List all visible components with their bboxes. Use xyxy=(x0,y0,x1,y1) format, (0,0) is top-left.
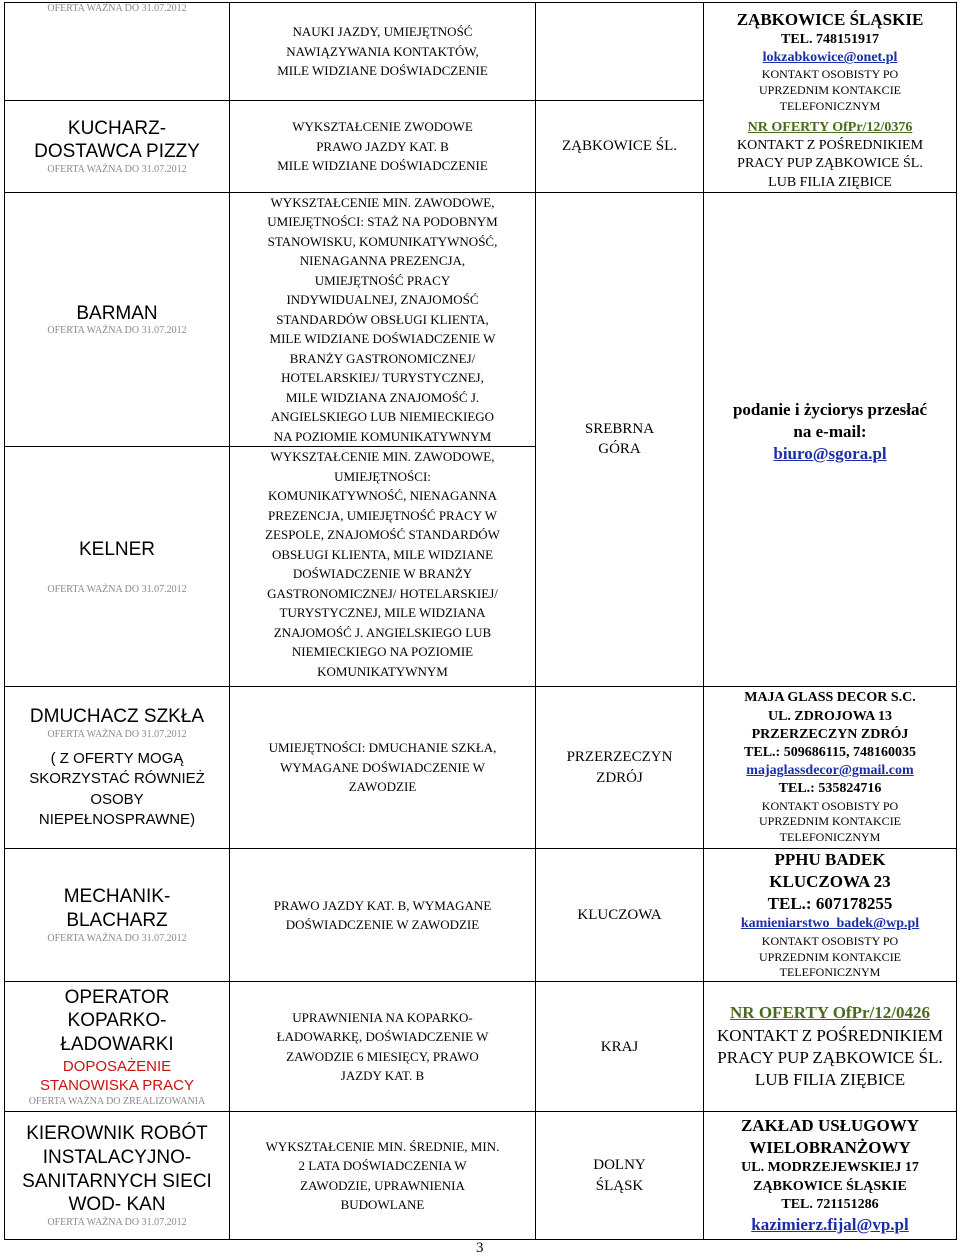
requirements-cell xyxy=(230,192,536,447)
requirement-line: NA POZIOMIE KOMUNIKATYWNYM xyxy=(273,428,492,444)
place-name: PRZERZECZYN xyxy=(566,749,673,766)
requirement-line: NIENAGANNA PREZENCJA, xyxy=(299,253,466,269)
requirement-line: ZAWODZIE 6 MIESIĘCY, PRAWO xyxy=(286,1048,479,1064)
place-name: ZDRÓJ xyxy=(596,769,643,786)
contact-note: KONTAKT OSOBISTY PO xyxy=(761,67,899,82)
contact-note: na e-mail: xyxy=(793,421,867,441)
requirement-line: UMIEJĘTNOŚCI: STAŻ NA PODOBNYM xyxy=(267,214,498,230)
contact-city: PRZERZECZYN ZDRÓJ xyxy=(751,726,909,742)
job-title: INSTALACYJNO- xyxy=(42,1146,192,1168)
contact-email-link[interactable]: majaglassdecor@gmail.com xyxy=(746,763,914,779)
requirement-line: ANGIELSKIEGO LUB NIEMIECKIEGO xyxy=(270,409,495,425)
disabled-note: OSOBY NIEPEŁNOSPRAWNE) xyxy=(38,790,196,828)
requirement-line: MILE WIDZIANE DOŚWIADCZENIE xyxy=(277,158,488,174)
job-title: SANITARNYCH SIECI xyxy=(22,1170,212,1192)
place-cell xyxy=(536,982,704,1112)
requirement-line: DOŚWIADCZENIE W BRANŻY xyxy=(292,566,473,582)
requirement-line: ŁADOWARKĘ, DOŚWIADCZENIE W xyxy=(276,1029,489,1045)
disabled-note: SKORZYSTAĆ RÓWNIEŻ xyxy=(29,770,205,788)
requirement-line: HOTELARSKIEJ/ TURYSTYCZNEJ, xyxy=(281,370,484,386)
contact-company: WIELOBRANŻOWY xyxy=(749,1138,911,1158)
place-cell xyxy=(536,100,704,192)
contact-cell xyxy=(704,849,957,982)
job-title-cell xyxy=(5,982,230,1112)
requirement-line: GASTRONOMICZNEJ/ HOTELARSKIEJ/ xyxy=(267,585,498,601)
job-title: OPERATOR xyxy=(64,986,170,1008)
job-title: KOPARKO- xyxy=(67,1010,167,1032)
contact-note: KONTAKT Z POŚREDNIKIEM xyxy=(717,1025,943,1045)
contact-city: ZĄBKOWICE ŚLĄSKIE xyxy=(753,1178,907,1194)
contact-phone: TEL. 748151917 xyxy=(780,32,879,48)
requirement-line: WYMAGANE DOŚWIADCZENIE W xyxy=(280,759,485,775)
requirement-line: STANOWISKU, KOMUNIKATYWNOŚĆ, xyxy=(267,233,498,249)
job-title: DMUCHACZ SZKŁA xyxy=(29,706,205,728)
contact-note: podanie i życiorys przesłać xyxy=(732,399,928,419)
contact-phone: TEL.: 607178255 xyxy=(767,894,893,914)
place-name: KRAJ xyxy=(600,1038,639,1055)
contact-phone: TEL. 721151286 xyxy=(781,1196,879,1212)
table-row xyxy=(5,687,957,849)
requirements-cell xyxy=(230,687,536,849)
contact-cell xyxy=(704,982,957,1112)
job-title-cell xyxy=(5,100,230,192)
requirement-line: PRAWO JAZDY KAT. B xyxy=(316,138,449,154)
contact-phone: TEL.: 509686115, 748160035 xyxy=(744,744,916,760)
contact-cell xyxy=(704,3,957,193)
job-title-cell xyxy=(5,687,230,849)
contact-note: KONTAKT OSOBISTY PO xyxy=(761,933,899,948)
contact-note: PRACY PUP ZĄBKOWICE ŚL. xyxy=(737,156,923,172)
place-cell xyxy=(536,1112,704,1240)
subsidy-note: STANOWISKA PRACY xyxy=(40,1077,194,1095)
requirement-line: OBSŁUGI KLIENTA, MILE WIDZIANE xyxy=(271,546,494,562)
requirement-line: PRAWO JAZDY KAT. B, WYMAGANE xyxy=(273,897,492,913)
requirement-line: ZAWODZIE, UPRAWNIENIA xyxy=(300,1177,465,1193)
contact-note: TELEFONICZNYM xyxy=(779,830,881,845)
requirement-line: WYKSZTAŁCENIE ZWODOWE xyxy=(292,119,473,135)
requirements-cell xyxy=(230,447,536,687)
requirements-cell xyxy=(230,849,536,982)
offer-number: NR OFERTY OfPr/12/0376 xyxy=(747,119,913,135)
requirement-line: STANDARDÓW OBSŁUGI KLIENTA, xyxy=(276,311,489,327)
contact-email-link[interactable]: lokzabkowice@onet.pl xyxy=(762,50,898,66)
job-title-cell xyxy=(5,1112,230,1240)
offer-validity: OFERTA WAŻNA DO 31.07.2012 xyxy=(47,729,187,741)
offer-validity: OFERTA WAŻNA DO ZREALIZOWANIA xyxy=(28,1095,206,1107)
table-row xyxy=(5,982,957,1112)
job-title: KELNER xyxy=(78,538,156,560)
requirement-line: ZAWODZIE xyxy=(348,779,417,795)
job-title-cell xyxy=(5,3,230,101)
offer-validity: OFERTA WAŻNA DO 31.07.2012 xyxy=(47,164,187,176)
requirement-line: MILE WIDZIANE DOŚWIADCZENIE W xyxy=(269,331,496,347)
requirement-line: MILE WIDZIANA ZNAJOMOŚĆ J. xyxy=(285,389,480,405)
table-row xyxy=(5,1112,957,1240)
place-cell xyxy=(536,849,704,982)
requirement-line: ZNAJOMOŚĆ J. ANGIELSKIEGO LUB xyxy=(273,624,492,640)
requirement-line: NAWIĄZYWANIA KONTAKTÓW, xyxy=(286,43,479,59)
requirement-line: INDYWIDUALNEJ, ZNAJOMOŚĆ xyxy=(286,292,479,308)
job-title: KIEROWNIK ROBÓT xyxy=(26,1123,208,1145)
contact-note: UPRZEDNIM KONTAKCIE xyxy=(758,83,902,98)
disabled-note: ( Z OFERTY MOGĄ xyxy=(50,750,184,768)
place-name: DOLNY xyxy=(593,1157,646,1174)
contact-address: UL. ZDROJOWA 13 xyxy=(767,708,893,724)
contact-note: PRACY PUP ZĄBKOWICE ŚL. xyxy=(717,1047,943,1067)
contact-company: ZAKŁAD USŁUGOWY xyxy=(740,1116,920,1136)
contact-email-link[interactable]: biuro@sgora.pl xyxy=(773,443,887,463)
subsidy-note: DOPOSAŻENIE xyxy=(62,1057,172,1075)
job-title: ŁADOWARKI xyxy=(60,1034,174,1056)
place-cell xyxy=(536,687,704,849)
requirement-line: MILE WIDZIANE DOŚWIADCZENIE xyxy=(277,63,488,79)
requirement-line: KOMUNIKATYWNOŚĆ, NIENAGANNA xyxy=(268,488,497,504)
requirement-line: UMIEJĘTNOŚCI: DMUCHANIE SZKŁA, xyxy=(268,740,497,756)
requirement-line: PREZENCJA, UMIEJĘTNOŚĆ PRACY W xyxy=(268,507,497,523)
place-name: ZĄBKOWICE ŚL. xyxy=(562,138,677,155)
contact-city: ZĄBKOWICE ŚLĄSKIE xyxy=(736,10,924,29)
requirement-line: WYKSZTAŁCENIE MIN. ZAWODOWE, xyxy=(270,194,495,210)
offer-validity: OFERTA WAŻNA DO 31.07.2012 xyxy=(47,3,187,14)
contact-company: PPHU BADEK xyxy=(774,850,886,870)
requirement-line: BRANŻY GASTRONOMICZNEJ/ xyxy=(289,350,476,366)
contact-address: UL. MODRZEJEWSKIEJ 17 xyxy=(741,1160,919,1176)
contact-email-link[interactable]: kazimierz.fijal@vp.pl xyxy=(751,1214,909,1234)
job-offers-table xyxy=(4,2,957,1240)
requirement-line: 2 LATA DOŚWIADCZENIA W xyxy=(298,1158,467,1174)
table-row xyxy=(5,849,957,982)
requirement-line: UPRAWNIENIA NA KOPARKO- xyxy=(292,1009,473,1025)
contact-phone: TEL.: 535824716 xyxy=(778,781,882,797)
contact-note: UPRZEDNIM KONTAKCIE xyxy=(758,949,902,964)
requirements-cell xyxy=(230,100,536,192)
job-title: BARMAN xyxy=(76,302,158,324)
place-cell xyxy=(536,3,704,101)
requirement-line: KOMUNIKATYWNYM xyxy=(317,663,448,679)
table-row xyxy=(5,192,957,447)
contact-cell xyxy=(704,1112,957,1240)
job-title: BLACHARZ xyxy=(66,910,168,932)
requirements-cell xyxy=(230,3,536,101)
contact-cell xyxy=(704,687,957,849)
offer-validity: OFERTA WAŻNA DO 31.07.2012 xyxy=(47,583,187,595)
job-title-cell xyxy=(5,192,230,447)
contact-note: TELEFONICZNYM xyxy=(779,99,881,114)
offer-validity: OFERTA WAŻNA DO 31.07.2012 xyxy=(47,932,187,944)
place-name: KLUCZOWA xyxy=(577,907,662,924)
contact-note: LUB FILIA ZIĘBICE xyxy=(768,174,892,190)
job-title: KUCHARZ- xyxy=(67,117,167,139)
requirement-line: DOŚWIADCZENIE W ZAWODZIE xyxy=(285,917,480,933)
page-number: 3 xyxy=(476,1240,484,1256)
job-title-cell xyxy=(5,447,230,687)
offer-validity: OFERTA WAŻNA DO 31.07.2012 xyxy=(47,325,187,337)
job-title: DOSTAWCA PIZZY xyxy=(34,141,200,163)
contact-cell xyxy=(704,192,957,687)
requirement-line: NAUKI JAZDY, UMIEJĘTNOŚĆ xyxy=(292,24,473,40)
requirement-line: BUDOWLANE xyxy=(340,1197,425,1213)
place-cell xyxy=(536,192,704,687)
requirement-line: JAZDY KAT. B xyxy=(340,1068,425,1084)
requirement-line: ZESPOLE, ZNAJOMOŚĆ STANDARDÓW xyxy=(265,527,500,543)
place-name: GÓRA xyxy=(598,440,641,457)
contact-company: MAJA GLASS DECOR S.C. xyxy=(744,690,916,706)
contact-note: KONTAKT Z POŚREDNIKIEM xyxy=(736,138,924,154)
contact-note: UPRZEDNIM KONTAKCIE xyxy=(758,814,902,829)
offer-validity: OFERTA WAŻNA DO 31.07.2012 xyxy=(47,1217,187,1229)
table-row xyxy=(5,3,957,101)
place-name: ŚLĄSK xyxy=(595,1177,644,1194)
requirements-cell xyxy=(230,982,536,1112)
requirement-line: WYKSZTAŁCENIE MIN. ŚREDNIE, MIN. xyxy=(265,1138,500,1154)
requirement-line: UMIEJĘTNOŚCI: xyxy=(334,468,431,484)
contact-note: LUB FILIA ZIĘBICE xyxy=(754,1069,906,1089)
job-title: WOD- KAN xyxy=(68,1194,166,1216)
requirement-line: WYKSZTAŁCENIE MIN. ZAWODOWE, xyxy=(270,449,495,465)
offer-number: NR OFERTY OfPr/12/0426 xyxy=(730,1003,930,1023)
contact-note: TELEFONICZNYM xyxy=(779,965,881,980)
place-name: SREBRNA xyxy=(584,420,655,437)
contact-address: KLUCZOWA 23 xyxy=(769,872,891,892)
job-title-cell xyxy=(5,849,230,982)
job-title: MECHANIK- xyxy=(63,886,171,908)
requirement-line: NIEMIECKIEGO NA POZIOMIE xyxy=(291,644,474,660)
contact-email-link[interactable]: kamieniarstwo_badek@wp.pl xyxy=(740,916,920,932)
requirement-line: UMIEJĘTNOŚĆ PRACY xyxy=(314,272,451,288)
requirements-cell xyxy=(230,1112,536,1240)
contact-note: KONTAKT OSOBISTY PO xyxy=(761,798,899,813)
requirement-line: TURYSTYCZNEJ, MILE WIDZIANA xyxy=(279,605,486,621)
